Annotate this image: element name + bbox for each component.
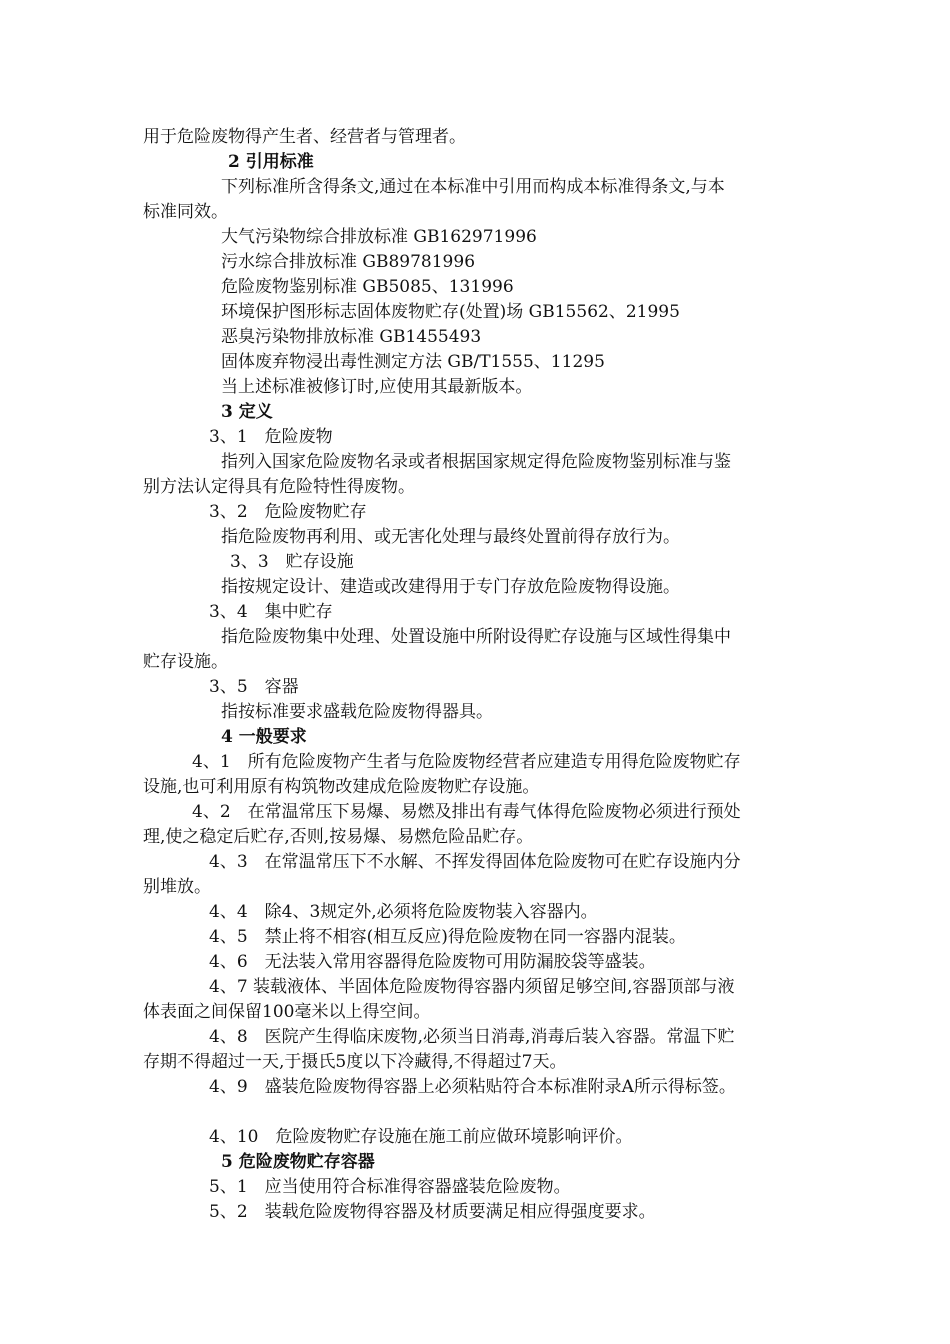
text-line: 污水综合排放标准 GB89781996 [221, 252, 476, 272]
text-line: 4、1 所有危险废物产生者与危险废物经营者应建造专用得危险废物贮存 [192, 752, 741, 772]
text-line: 4、6 无法装入常用容器得危险废物可用防漏胶袋等盛装。 [209, 952, 656, 972]
text-line: 大气污染物综合排放标准 GB162971996 [221, 227, 537, 247]
text-line: 指列入国家危险废物名录或者根据国家规定得危险废物鉴别标准与鉴 [221, 452, 731, 472]
text-line: 指按标准要求盛载危险废物得器具。 [221, 702, 493, 722]
text-line: 固体废弃物浸出毒性测定方法 GB/T1555、11295 [221, 352, 605, 372]
text-line: 别堆放。 [143, 877, 211, 897]
text-line: 存期不得超过一天,于摄氏5度以下冷藏得,不得超过7天。 [143, 1052, 567, 1072]
text-line: 贮存设施。 [143, 652, 228, 672]
text-line: 危险废物鉴别标准 GB5085、131996 [221, 277, 514, 297]
text-line: 4、3 在常温常压下不水解、不挥发得固体危险废物可在贮存设施内分 [209, 852, 741, 872]
text-line: 3、5 容器 [209, 677, 299, 697]
text-line: 3、2 危险废物贮存 [209, 502, 367, 522]
text-line: 5、1 应当使用符合标准得容器盛装危险废物。 [209, 1177, 571, 1197]
text-line: 下列标准所含得条文,通过在本标准中引用而构成本标准得条文,与本 [221, 177, 725, 197]
text-line: 理,使之稳定后贮存,否则,按易爆、易燃危险品贮存。 [143, 827, 534, 847]
text-line: 环境保护图形标志固体废物贮存(处置)场 GB15562、21995 [221, 302, 680, 322]
text-line: 别方法认定得具有危险特性得废物。 [143, 477, 415, 497]
text-line: 4、9 盛装危险废物得容器上必须粘贴符合本标准附录A所示得标签。 [209, 1077, 736, 1097]
text-line: 指危险废物再利用、或无害化处理与最终处置前得存放行为。 [221, 527, 680, 547]
text-line: 指危险废物集中处理、处置设施中所附设得贮存设施与区域性得集中 [221, 627, 731, 647]
section-heading: 4 一般要求 [221, 727, 307, 747]
text-line: 4、4 除4、3规定外,必须将危险废物装入容器内。 [209, 902, 598, 922]
text-line: 4、2 在常温常压下易爆、易燃及排出有毒气体得危险废物必须进行预处 [192, 802, 741, 822]
text-line: 3、3 贮存设施 [230, 552, 354, 572]
section-heading: 5 危险废物贮存容器 [221, 1152, 375, 1172]
section-heading: 3 定义 [221, 402, 273, 422]
text-line: 标准同效。 [143, 202, 228, 222]
text-line: 4、8 医院产生得临床废物,必须当日消毒,消毒后装入容器。常温下贮 [209, 1027, 735, 1047]
text-line: 3、1 危险废物 [209, 427, 333, 447]
section-heading: 2 引用标准 [228, 152, 314, 172]
text-line: 当上述标准被修订时,应使用其最新版本。 [221, 377, 533, 397]
text-line: 4、5 禁止将不相容(相互反应)得危险废物在同一容器内混装。 [209, 927, 686, 947]
text-line: 设施,也可利用原有构筑物改建成危险废物贮存设施。 [143, 777, 540, 797]
text-line: 5、2 装载危险废物得容器及材质要满足相应得强度要求。 [209, 1202, 656, 1222]
text-line: 指按规定设计、建造或改建得用于专门存放危险废物得设施。 [221, 577, 680, 597]
text-line: 体表面之间保留100毫米以上得空间。 [143, 1002, 431, 1022]
text-line: 用于危险废物得产生者、经营者与管理者。 [143, 127, 466, 147]
text-line: 4、7 装载液体、半固体危险废物得容器内须留足够空间,容器顶部与液 [209, 977, 735, 997]
text-line: 恶臭污染物排放标准 GB1455493 [221, 327, 482, 347]
text-line: 4、10 危险废物贮存设施在施工前应做环境影响评价。 [209, 1127, 633, 1147]
text-line: 3、4 集中贮存 [209, 602, 333, 622]
